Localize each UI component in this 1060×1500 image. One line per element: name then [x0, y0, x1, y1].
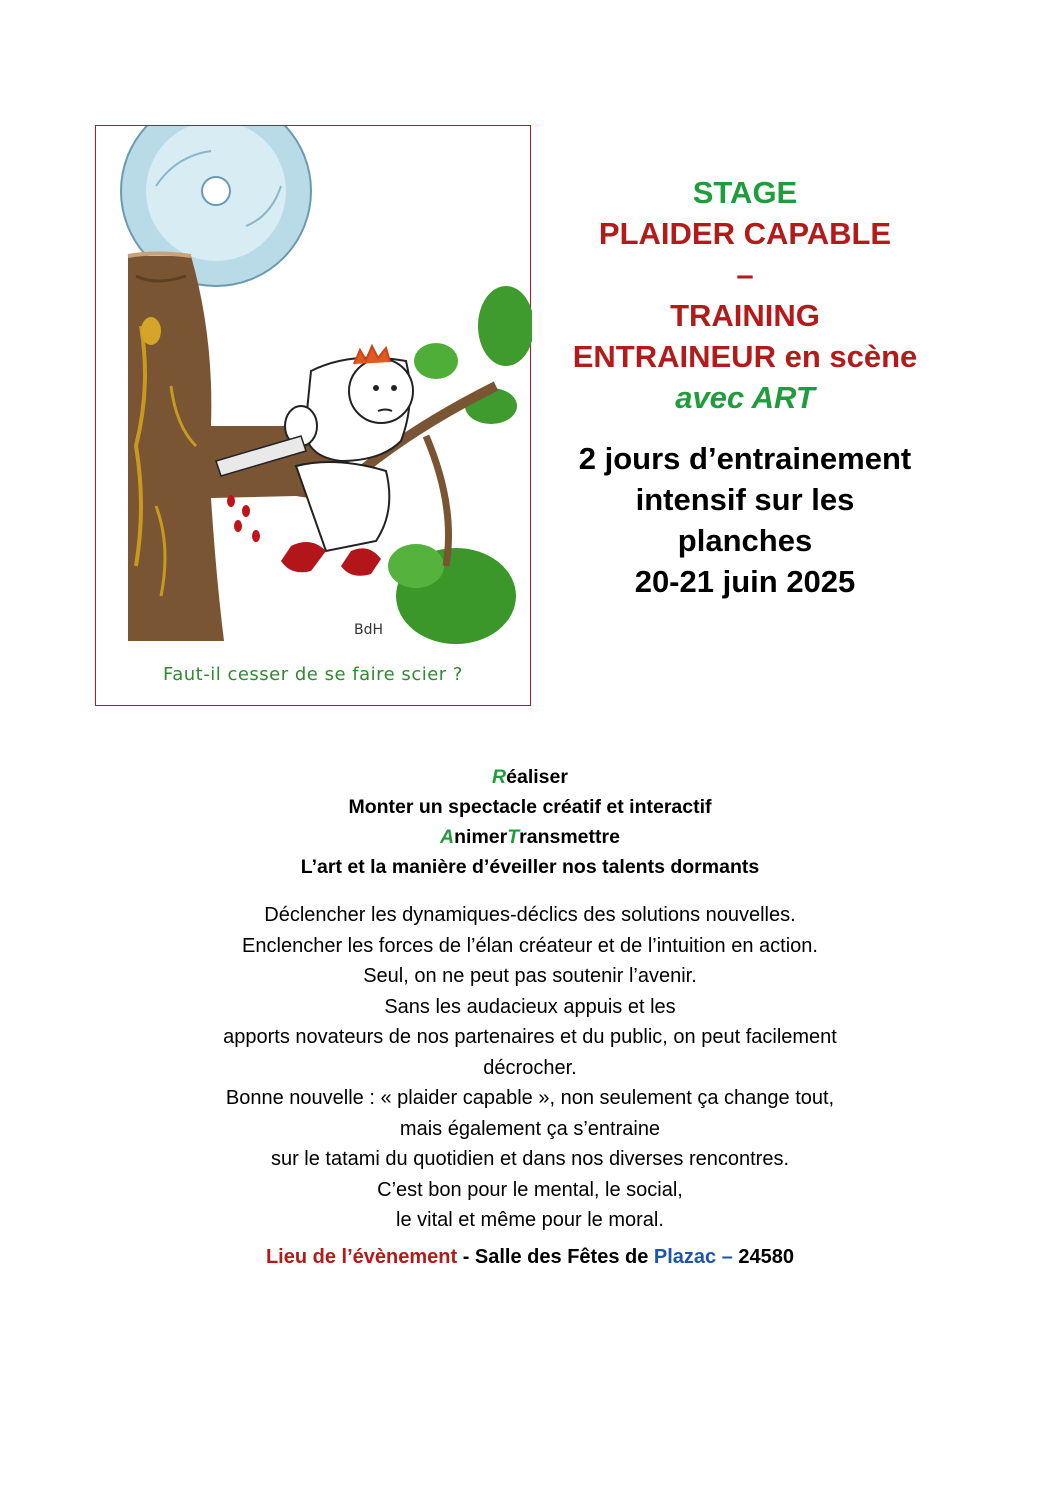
- body-line: Enclencher les forces de l’élan créateur et de l’intuition en action.: [242, 934, 818, 957]
- title-avec-art: avec ART: [675, 380, 815, 415]
- location-code: 24580: [732, 1246, 795, 1268]
- location-hall: - Salle des Fêtes de: [457, 1246, 654, 1268]
- action-realiser: [0, 762, 1060, 792]
- location-town: Plazac –: [653, 1246, 733, 1268]
- title-dates: 20-21 juin 2025: [634, 564, 856, 599]
- action-animer-transmettre: [0, 822, 1060, 852]
- body-line: sur le tatami du quotidien et dans nos diverses rencontres.: [270, 1148, 790, 1170]
- body-line: C’est bon pour le mental, le social,: [377, 1178, 683, 1201]
- body-line: Seul, on ne peut pas soutenir l’avenir.: [363, 965, 697, 987]
- body-line: mais également ça s’entraine: [399, 1117, 661, 1140]
- action-art: L’art et la manière d’éveiller nos talents dormants: [300, 856, 760, 878]
- red-drops: [227, 495, 260, 542]
- event-location: [0, 1246, 1060, 1269]
- title-block: [545, 172, 945, 602]
- body-line: Sans les audacieux appuis et les: [384, 995, 676, 1018]
- illustration-frame: [95, 125, 531, 706]
- title-intensif: intensif sur les: [635, 482, 855, 517]
- title-entraineur: ENTRAINEUR en scène: [572, 339, 918, 374]
- green-leaves: [361, 286, 532, 644]
- title-plaider-capable: PLAIDER CAPABLE: [598, 216, 892, 251]
- title-planches: planches: [677, 523, 813, 558]
- title-two-days: 2 jours d’entrainement: [578, 441, 912, 476]
- body-line: Déclencher les dynamiques-déclics des solutions nouvelles.: [264, 904, 796, 926]
- body-line: décrocher.: [483, 1056, 577, 1079]
- title-stage: STAGE: [692, 175, 798, 210]
- realiser-rest: éaliser: [506, 766, 568, 788]
- artist-signature: BdH: [354, 622, 384, 638]
- title-dash: –: [736, 257, 754, 292]
- body-line: apports novateurs de nos partenaires et du public, on peut facilement: [223, 1026, 837, 1048]
- letter-t: T: [507, 826, 520, 848]
- location-label: Lieu de l’évènement: [265, 1246, 458, 1268]
- body-line: le vital et même pour le moral.: [396, 1209, 664, 1231]
- body-line: Bonne nouvelle : « plaider capable », non seulement ça change tout,: [225, 1087, 835, 1109]
- tree-cartoon-illustration: [96, 126, 532, 707]
- letter-r: R: [492, 766, 507, 788]
- body-paragraph: [0, 900, 1060, 1236]
- actions-block: [0, 762, 1060, 882]
- transmettre-rest: ransmettre: [519, 826, 620, 848]
- title-training: TRAINING: [670, 298, 820, 333]
- illustration-caption: Faut-il cesser de se faire scier ?: [163, 664, 463, 685]
- letter-a: A: [440, 826, 455, 848]
- animer-rest: nimer: [454, 826, 508, 848]
- action-monter: Monter un spectacle créatif et interactif: [348, 796, 712, 818]
